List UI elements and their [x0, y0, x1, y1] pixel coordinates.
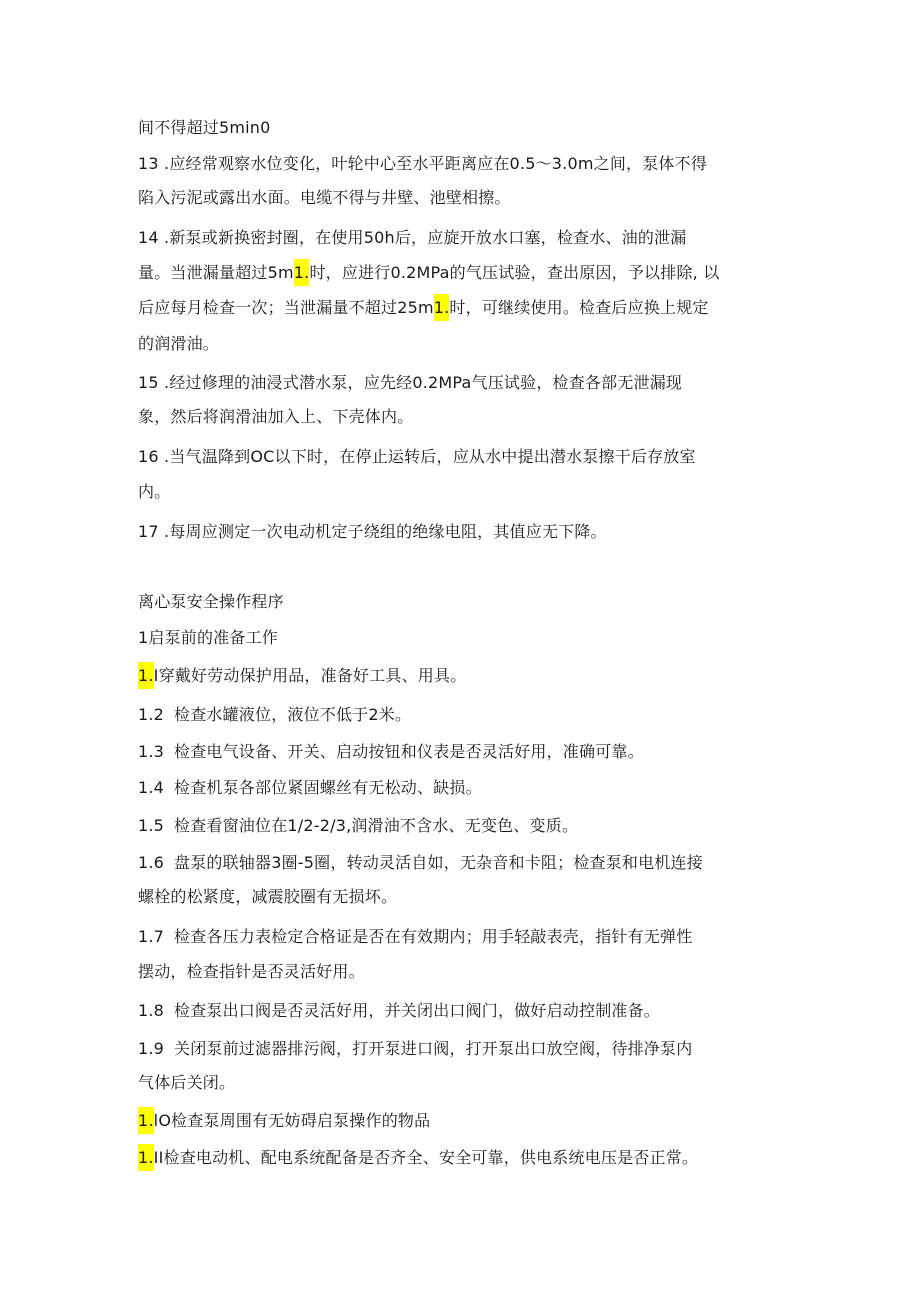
item-number: 17 [138, 522, 159, 541]
step-text: 检查电气设备、开关、启动按钮和仪表是否灵活好用，准确可靠。 [174, 742, 644, 761]
line-text: 气体后关闭。 [138, 1073, 236, 1092]
step-1-1 [138, 665, 466, 687]
highlight-mark: 1. [294, 259, 310, 286]
step-text: 关闭泵前过滤器排污阀，打开泵进口阀，打开泵出口放空阀，待排净泵内 [174, 1039, 693, 1058]
item-16-continuation [138, 481, 170, 503]
line-text: 内。 [138, 482, 171, 501]
item-14-line-4 [138, 333, 219, 355]
item-text: .经过修理的油浸式潜水泵，应先经0.2MPa气压试验，检查各部无泄漏现 [158, 373, 683, 392]
item-number: 15 [138, 373, 159, 392]
item-13-continuation [138, 187, 511, 209]
step-1-3 [138, 741, 644, 763]
item-number: 13 [138, 154, 159, 173]
item-14 [138, 227, 686, 249]
item-text: .当气温降到OC以下时，在停止运转后，应从水中提出潜水泵擦干后存放室 [158, 447, 696, 466]
step-1-9 [138, 1038, 692, 1060]
step-number: 1.4 [138, 778, 165, 797]
step-1-6-continuation [138, 886, 397, 908]
step-text: 检查泵出口阀是否灵活好用，并关闭出口阀门，做好启动控制准备。 [174, 1001, 661, 1020]
heading-text: 离心泵安全操作程序 [138, 592, 284, 611]
step-number: 1.2 [138, 705, 165, 724]
step-text: I穿戴好劳动保护用品，准备好工具、用具。 [153, 666, 467, 685]
item-13 [138, 153, 707, 175]
line-text: 螺栓的松紧度，减震胶圈有无损坏。 [138, 887, 398, 906]
item-number: 16 [138, 447, 159, 466]
step-text: lO检查泵周围有无妨碍启泵操作的物品 [153, 1111, 431, 1130]
step-number: 1.5 [138, 816, 165, 835]
line-text: 摆动，检查指针是否灵活好用。 [138, 962, 365, 981]
line-text: 象，然后将润滑油加入上、下壳体内。 [138, 407, 414, 426]
item-14-line-3 [138, 297, 709, 319]
text-line [138, 117, 271, 139]
item-14-line-2 [138, 262, 719, 284]
step-number: 1.9 [138, 1039, 165, 1058]
line-text: 时，可继续使用。检查后应换上规定 [449, 298, 709, 317]
section-heading [138, 591, 284, 613]
item-number: 14 [138, 228, 159, 247]
item-text: .应经常观察水位变化，叶轮中心至水平距离应在0.5～3.0m之间，泵体不得 [158, 154, 708, 173]
subsection-heading [138, 627, 278, 649]
step-1-5 [138, 815, 578, 837]
step-number: 1.7 [138, 927, 165, 946]
step-1-7 [138, 926, 692, 948]
step-number: 1.6 [138, 853, 165, 872]
item-17 [138, 521, 607, 543]
step-text: 检查看窗油位在1/2-2/3,润滑油不含水、无变色、变质。 [174, 816, 579, 835]
line-text: 时，应进行0.2MPa的气压试验，查出原因，予以排除, 以 [309, 263, 720, 282]
step-1-10 [138, 1110, 430, 1132]
line-text: 陷入污泥或露出水面。电缆不得与井壁、池壁相擦。 [138, 188, 511, 207]
item-15 [138, 372, 682, 394]
item-16 [138, 446, 696, 468]
item-text: .每周应测定一次电动机定子绕组的绝缘电阻，其值应无下降。 [158, 522, 607, 541]
step-text: 检查机泵各部位紧固螺丝有无松动、缺损。 [174, 778, 482, 797]
step-number: 1.8 [138, 1001, 165, 1020]
item-text: .新泵或新换密封圈，在使用50h后，应旋开放水口塞，检查水、油的泄漏 [158, 228, 687, 247]
step-text: 检查水罐液位，液位不低于2米。 [174, 705, 412, 724]
highlight-mark: 1. [434, 294, 450, 321]
step-1-4 [138, 777, 482, 799]
line-text: 量。当泄漏量超过5m [138, 263, 294, 282]
step-text: 检查各压力表检定合格证是否在有效期内；用手轻敲表壳，指针有无弹性 [174, 927, 693, 946]
highlight-mark: 1. [138, 1107, 154, 1134]
line-text: 的润滑油。 [138, 334, 220, 353]
step-1-8 [138, 1000, 660, 1022]
highlight-mark: 1. [138, 662, 154, 689]
item-15-continuation [138, 406, 413, 428]
highlight-mark: 1. [138, 1144, 154, 1171]
step-1-9-continuation [138, 1072, 235, 1094]
step-text: II检查电动机、配电系统配备是否齐全、安全可靠，供电系统电压是否正常。 [153, 1148, 699, 1167]
step-text: 盘泵的联轴器3圈-5圈，转动灵活自如，无杂音和卡阻；检查泵和电机连接 [174, 853, 703, 872]
subheading-text: 1启泵前的准备工作 [138, 628, 278, 647]
step-number: 1.3 [138, 742, 165, 761]
step-1-7-continuation [138, 961, 365, 983]
step-1-6 [138, 852, 703, 874]
line-text: 间不得超过5min0 [138, 118, 271, 137]
step-1-11 [138, 1147, 698, 1169]
step-1-2 [138, 704, 411, 726]
line-text: 后应每月检查一次；当泄漏量不超过25m [138, 298, 434, 317]
